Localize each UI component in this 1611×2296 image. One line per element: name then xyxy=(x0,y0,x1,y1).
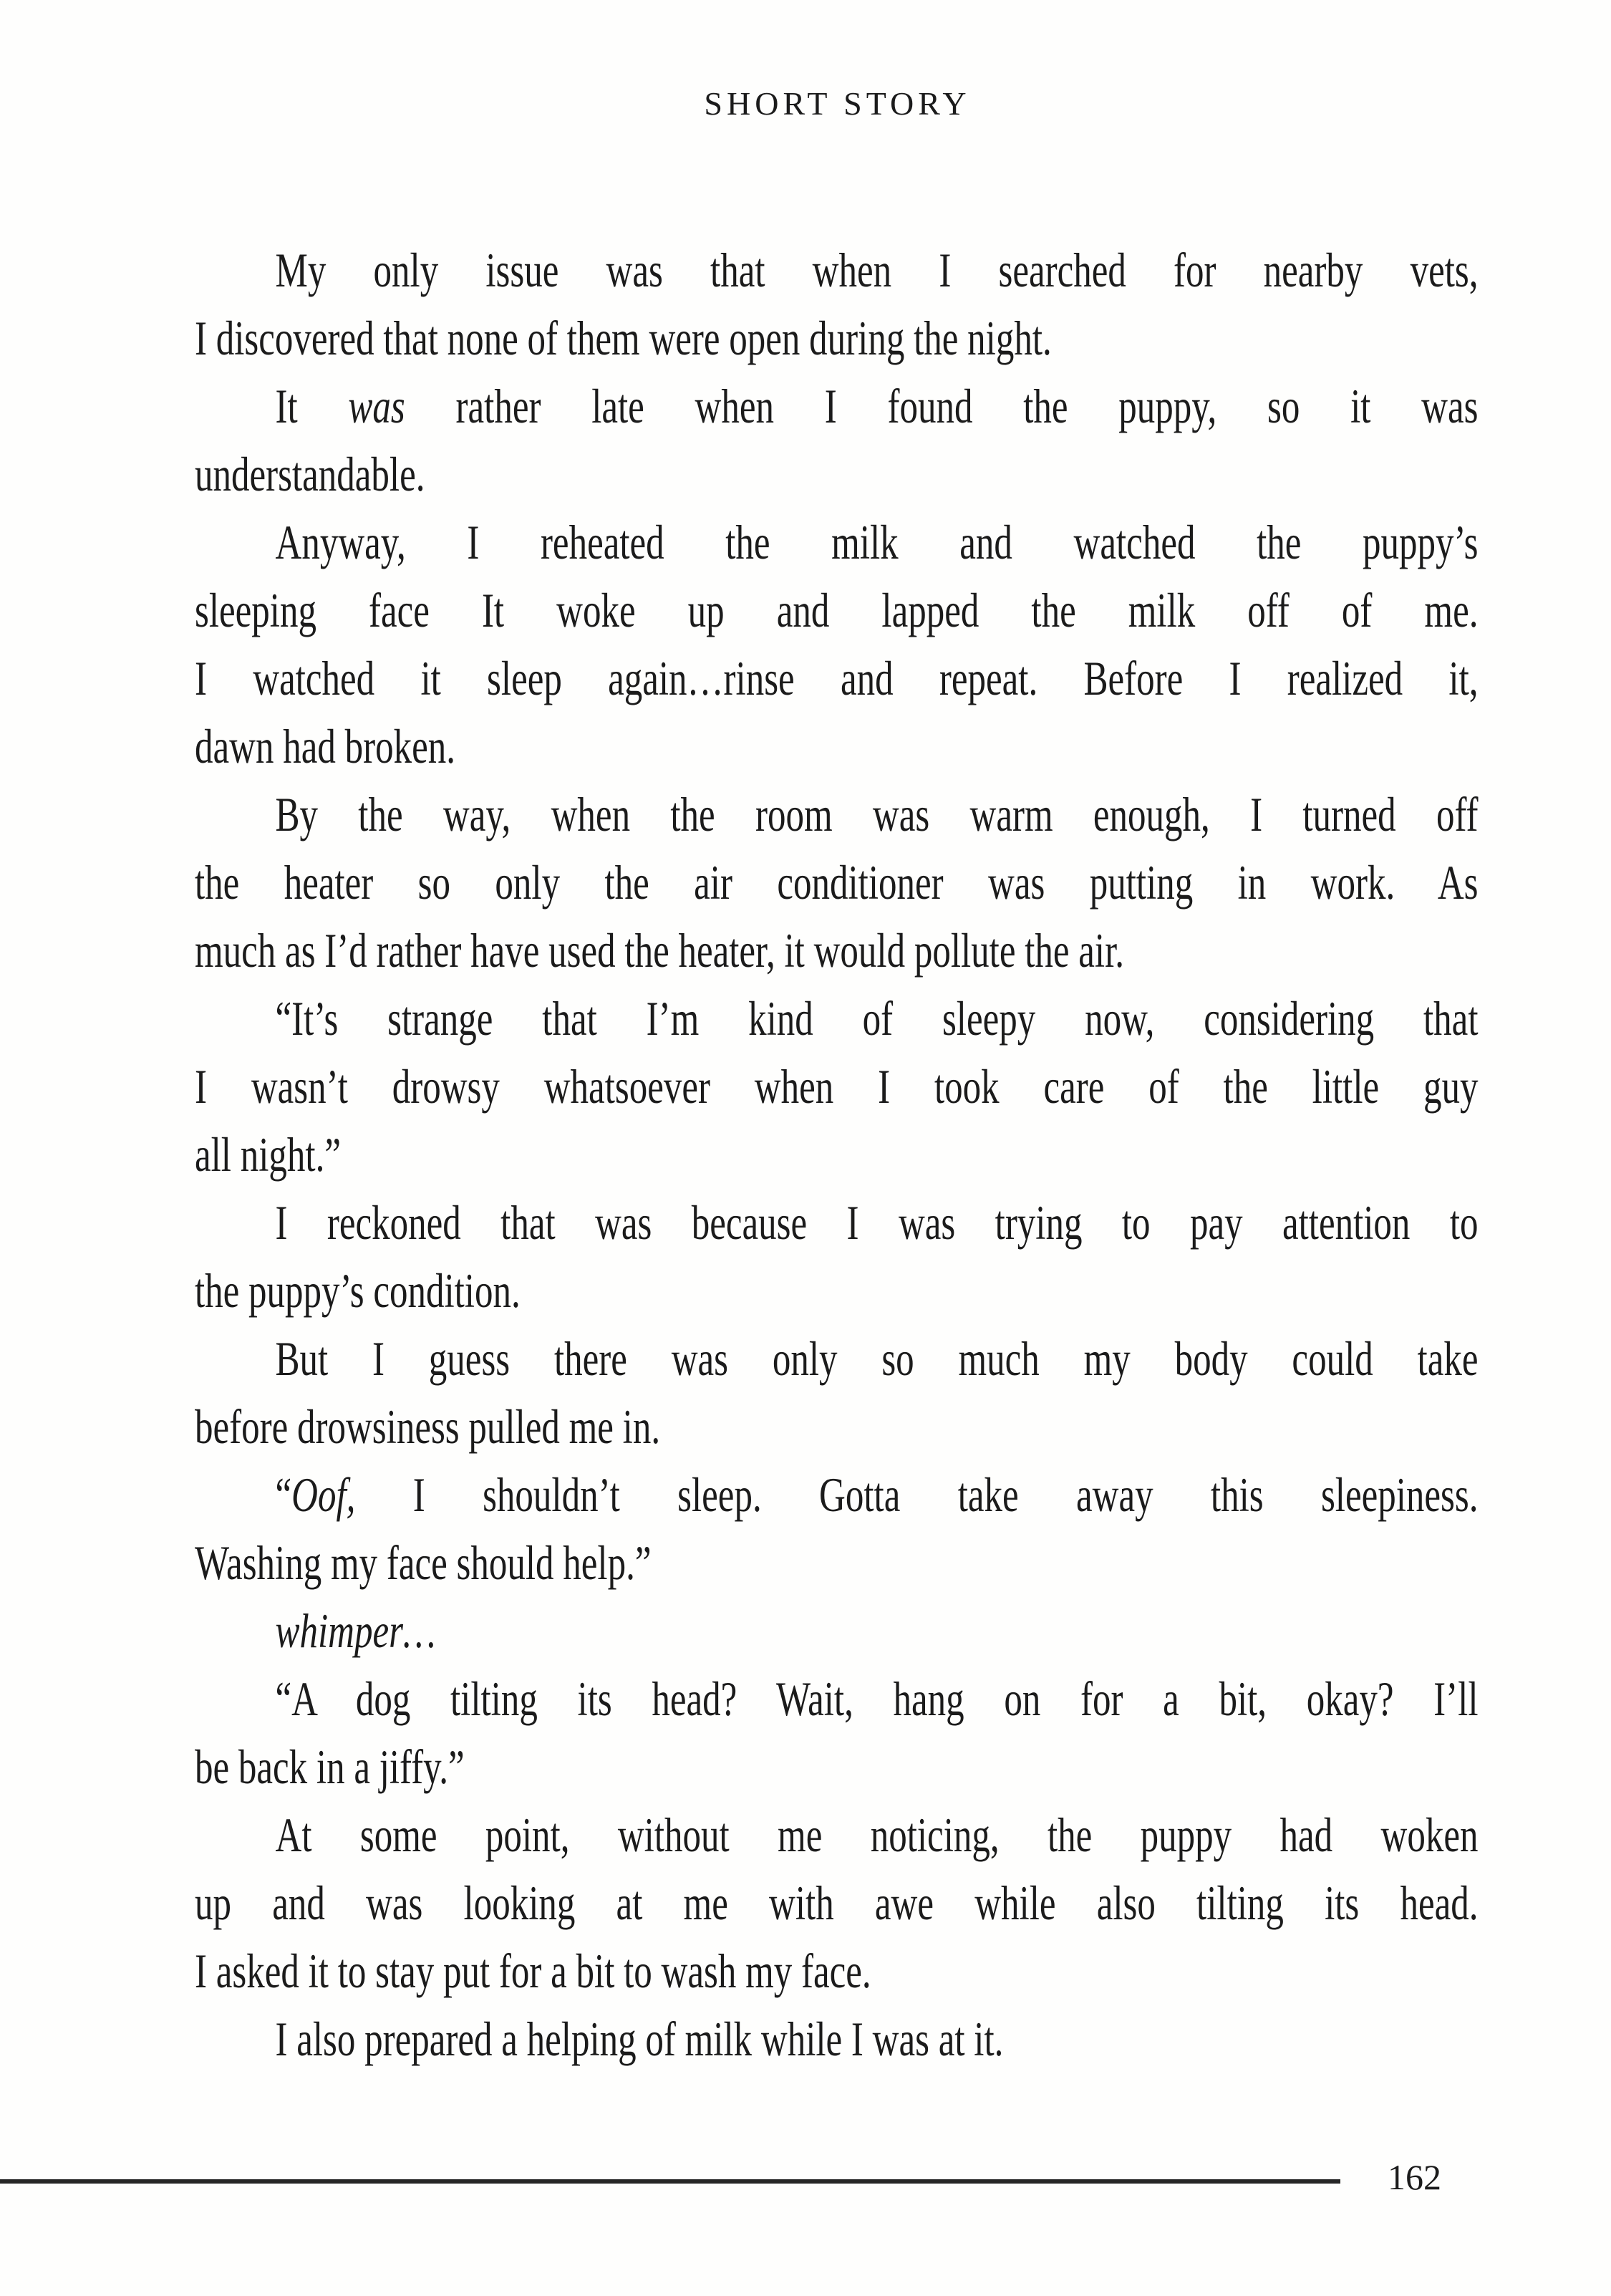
paragraph xyxy=(195,781,1479,985)
italic-text-segment: was xyxy=(348,379,405,433)
text-segment: dawn had broken. xyxy=(195,719,455,773)
text-segment: rather late when I found the puppy, so it was xyxy=(405,379,1479,433)
text-segment: At some point, without me noticing, the puppy had woken xyxy=(275,1808,1479,1862)
text-segment: It xyxy=(275,379,349,433)
text-line xyxy=(195,1189,1479,1257)
text-segment: be back in a jiffy.” xyxy=(195,1740,465,1794)
running-head-title: SHORT STORY xyxy=(704,85,971,122)
text-line xyxy=(195,1937,1479,2005)
text-line xyxy=(195,1257,1479,1325)
paragraph xyxy=(195,1189,1479,1325)
text-segment: much as I’d rather have used the heater, it would pollute the air. xyxy=(195,923,1125,978)
text-line xyxy=(195,849,1479,917)
text-segment: I wasn’t drowsy whatsoever when I took care of the little guy xyxy=(195,1059,1479,1114)
text-segment: But I guess there was only so much my body could take xyxy=(275,1331,1479,1386)
text-line xyxy=(195,1869,1479,1937)
text-line xyxy=(195,1325,1479,1393)
text-segment: before drowsiness pulled me in. xyxy=(195,1399,661,1454)
text-segment: Washing my face should help.” xyxy=(195,1535,652,1590)
paragraph xyxy=(195,372,1479,508)
text-line xyxy=(195,440,1479,508)
footer-rule xyxy=(0,2179,1340,2184)
text-line xyxy=(195,985,1479,1053)
text-line xyxy=(195,1529,1479,1597)
text-line xyxy=(195,1393,1479,1461)
text-segment: sleeping face It woke up and lapped the milk off of me. xyxy=(195,583,1479,637)
text-segment: I discovered that none of them were open during the night. xyxy=(195,311,1052,365)
text-line xyxy=(195,917,1479,985)
text-segment: I asked it to stay put for a bit to wash my face. xyxy=(195,1944,871,1998)
text-line xyxy=(195,2005,1479,2073)
paragraph xyxy=(195,1801,1479,2005)
text-segment: all night.” xyxy=(195,1127,341,1182)
text-segment: By the way, when the room was warm enough, I turned off xyxy=(275,787,1479,841)
text-line xyxy=(195,1801,1479,1869)
text-line xyxy=(195,1461,1479,1529)
text-segment: “It’s strange that I’m kind of sleepy now, considering that xyxy=(275,991,1479,1046)
text-segment: up and was looking at me with awe while also tilting its head. xyxy=(195,1876,1479,1930)
text-line xyxy=(195,1733,1479,1801)
text-line xyxy=(195,508,1479,577)
text-segment: I also prepared a helping of milk while I was at it. xyxy=(275,2012,1004,2066)
text-segment: I shouldn’t sleep. Gotta take away this sleepiness. xyxy=(355,1467,1479,1522)
text-line xyxy=(195,236,1479,304)
paragraph xyxy=(195,1665,1479,1801)
text-line xyxy=(195,1665,1479,1733)
text-segment: “ xyxy=(275,1467,292,1522)
text-segment: the puppy’s condition. xyxy=(195,1263,521,1318)
paragraph xyxy=(195,1461,1479,1597)
text-segment: Anyway, I reheated the milk and watched the puppy’s xyxy=(275,515,1479,569)
text-segment: My only issue was that when I searched for nearby vets, xyxy=(275,243,1479,297)
paragraph xyxy=(195,236,1479,372)
text-line xyxy=(195,781,1479,849)
text-line xyxy=(195,372,1479,440)
text-segment: the heater so only the air conditioner was putting in work. As xyxy=(195,855,1479,910)
text-line xyxy=(195,713,1479,781)
text-line xyxy=(195,304,1479,372)
page-number: 162 xyxy=(1388,2157,1441,2197)
text-segment: understandable. xyxy=(195,447,425,501)
paragraph xyxy=(195,985,1479,1189)
text-line xyxy=(195,1597,1479,1665)
paragraph xyxy=(195,1597,1479,1665)
paragraph xyxy=(195,2005,1479,2073)
paragraph xyxy=(195,1325,1479,1461)
italic-text-segment: Oof, xyxy=(291,1467,356,1522)
text-line xyxy=(195,1053,1479,1121)
text-segment: I reckoned that was because I was trying to pay attention to xyxy=(275,1195,1479,1250)
text-line xyxy=(195,577,1479,645)
italic-text-segment: whimper… xyxy=(275,1603,436,1658)
text-segment: “A dog tilting its head? Wait, hang on for a bit, okay? I’ll xyxy=(275,1672,1479,1726)
body-text xyxy=(195,236,1479,2073)
text-segment: I watched it sleep again…rinse and repeat. Before I realized it, xyxy=(195,651,1479,705)
text-line xyxy=(195,1121,1479,1189)
paragraph xyxy=(195,508,1479,781)
text-line xyxy=(195,645,1479,713)
